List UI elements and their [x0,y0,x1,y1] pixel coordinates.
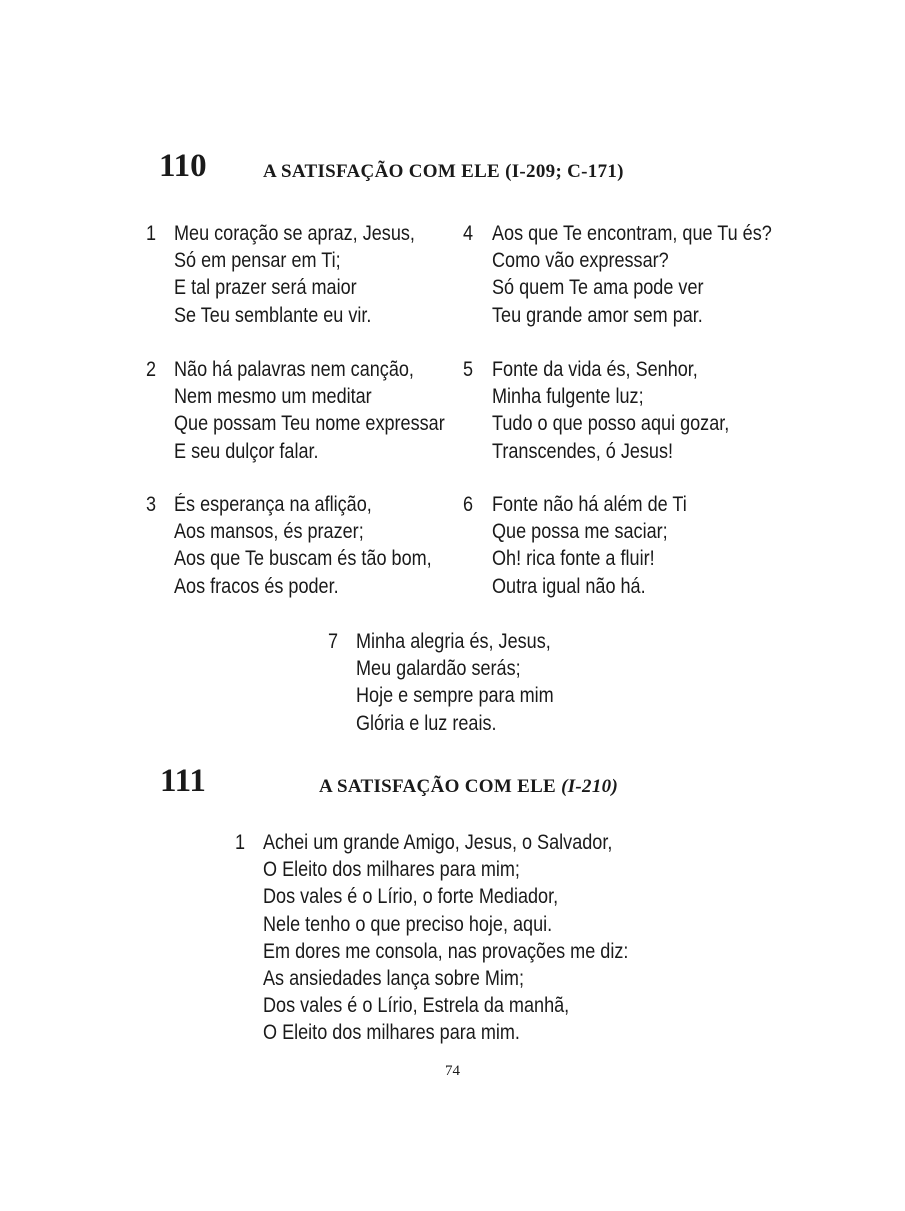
hymn-title-text: A SATISFAÇÃO COM ELE [319,776,557,797]
page-number: 74 [445,1063,460,1079]
hymn-title [319,777,618,796]
verse-line: És esperança na aflição, [174,493,372,516]
verse-line: Tudo o que posso aqui gozar, [492,412,730,436]
stanza-number: 5 [463,358,474,381]
verse-line: Outra igual não há. [492,574,646,598]
verse-line: Aos fracos és poder. [174,574,339,598]
verse-line: Achei um grande Amigo, Jesus, o Salvador, [263,831,613,854]
verse-line: Como vão expressar? [492,249,669,273]
stanza-number: 2 [146,358,157,381]
verse-line: As ansiedades lança sobre Mim; [263,967,525,991]
verse-line: O Eleito dos milhares para mim; [263,858,520,882]
stanza-number: 1 [146,222,157,245]
hymn-title-text: A SATISFAÇÃO COM ELE [263,161,501,182]
verse-line: Minha fulgente luz; [492,385,644,409]
verse-line: Não há palavras nem canção, [174,358,414,381]
hymn-title [263,162,624,181]
verse-line: O Eleito dos milhares para mim. [263,1021,520,1045]
verse-line: Nem mesmo um meditar [174,385,372,409]
verse-line: Dos vales é o Lírio, o forte Mediador, [263,885,559,909]
verse-line: Aos mansos, és prazer; [174,520,364,544]
verse-line: Minha alegria és, Jesus, [356,630,551,653]
stanza-number: 1 [235,831,246,854]
stanza-number: 3 [146,493,157,516]
verse-line: Só em pensar em Ti; [174,249,341,273]
stanza-number: 7 [328,630,339,653]
hymn-reference: (I-210) [561,776,619,797]
verse-line: E seu dulçor falar. [174,439,319,463]
verse-line: Se Teu semblante eu vir. [174,303,372,327]
verse-line: E tal prazer será maior [174,276,357,300]
stanza-number: 4 [463,222,474,245]
verse-line: Teu grande amor sem par. [492,303,703,327]
verse-line: Glória e luz reais. [356,711,497,735]
verse-line: Hoje e sempre para mim [356,684,554,708]
verse-line: Que possa me saciar; [492,520,668,544]
verse-line: Meu coração se apraz, Jesus, [174,222,415,245]
hymn-reference: (I-209; C-171) [505,161,624,182]
verse-line: Oh! rica fonte a fluir! [492,547,655,571]
verse-line: Meu galardão serás; [356,657,521,681]
stanza-number: 6 [463,493,474,516]
verse-line: Fonte não há além de Ti [492,493,687,516]
verse-line: Só quem Te ama pode ver [492,276,704,300]
verse-line: Em dores me consola, nas provações me diz: [263,939,629,963]
verse-line: Aos que Te encontram, que Tu és? [492,222,772,245]
hymn-number: 111 [160,763,206,799]
verse-line: Fonte da vida és, Senhor, [492,358,698,381]
hymn-number: 110 [159,148,207,184]
verse-line: Que possam Teu nome expressar [174,412,445,436]
verse-line: Aos que Te buscam és tão bom, [174,547,432,571]
verse-line: Transcendes, ó Jesus! [492,439,674,463]
verse-line: Nele tenho o que preciso hoje, aqui. [263,912,553,936]
verse-line: Dos vales é o Lírio, Estrela da manhã, [263,994,570,1018]
